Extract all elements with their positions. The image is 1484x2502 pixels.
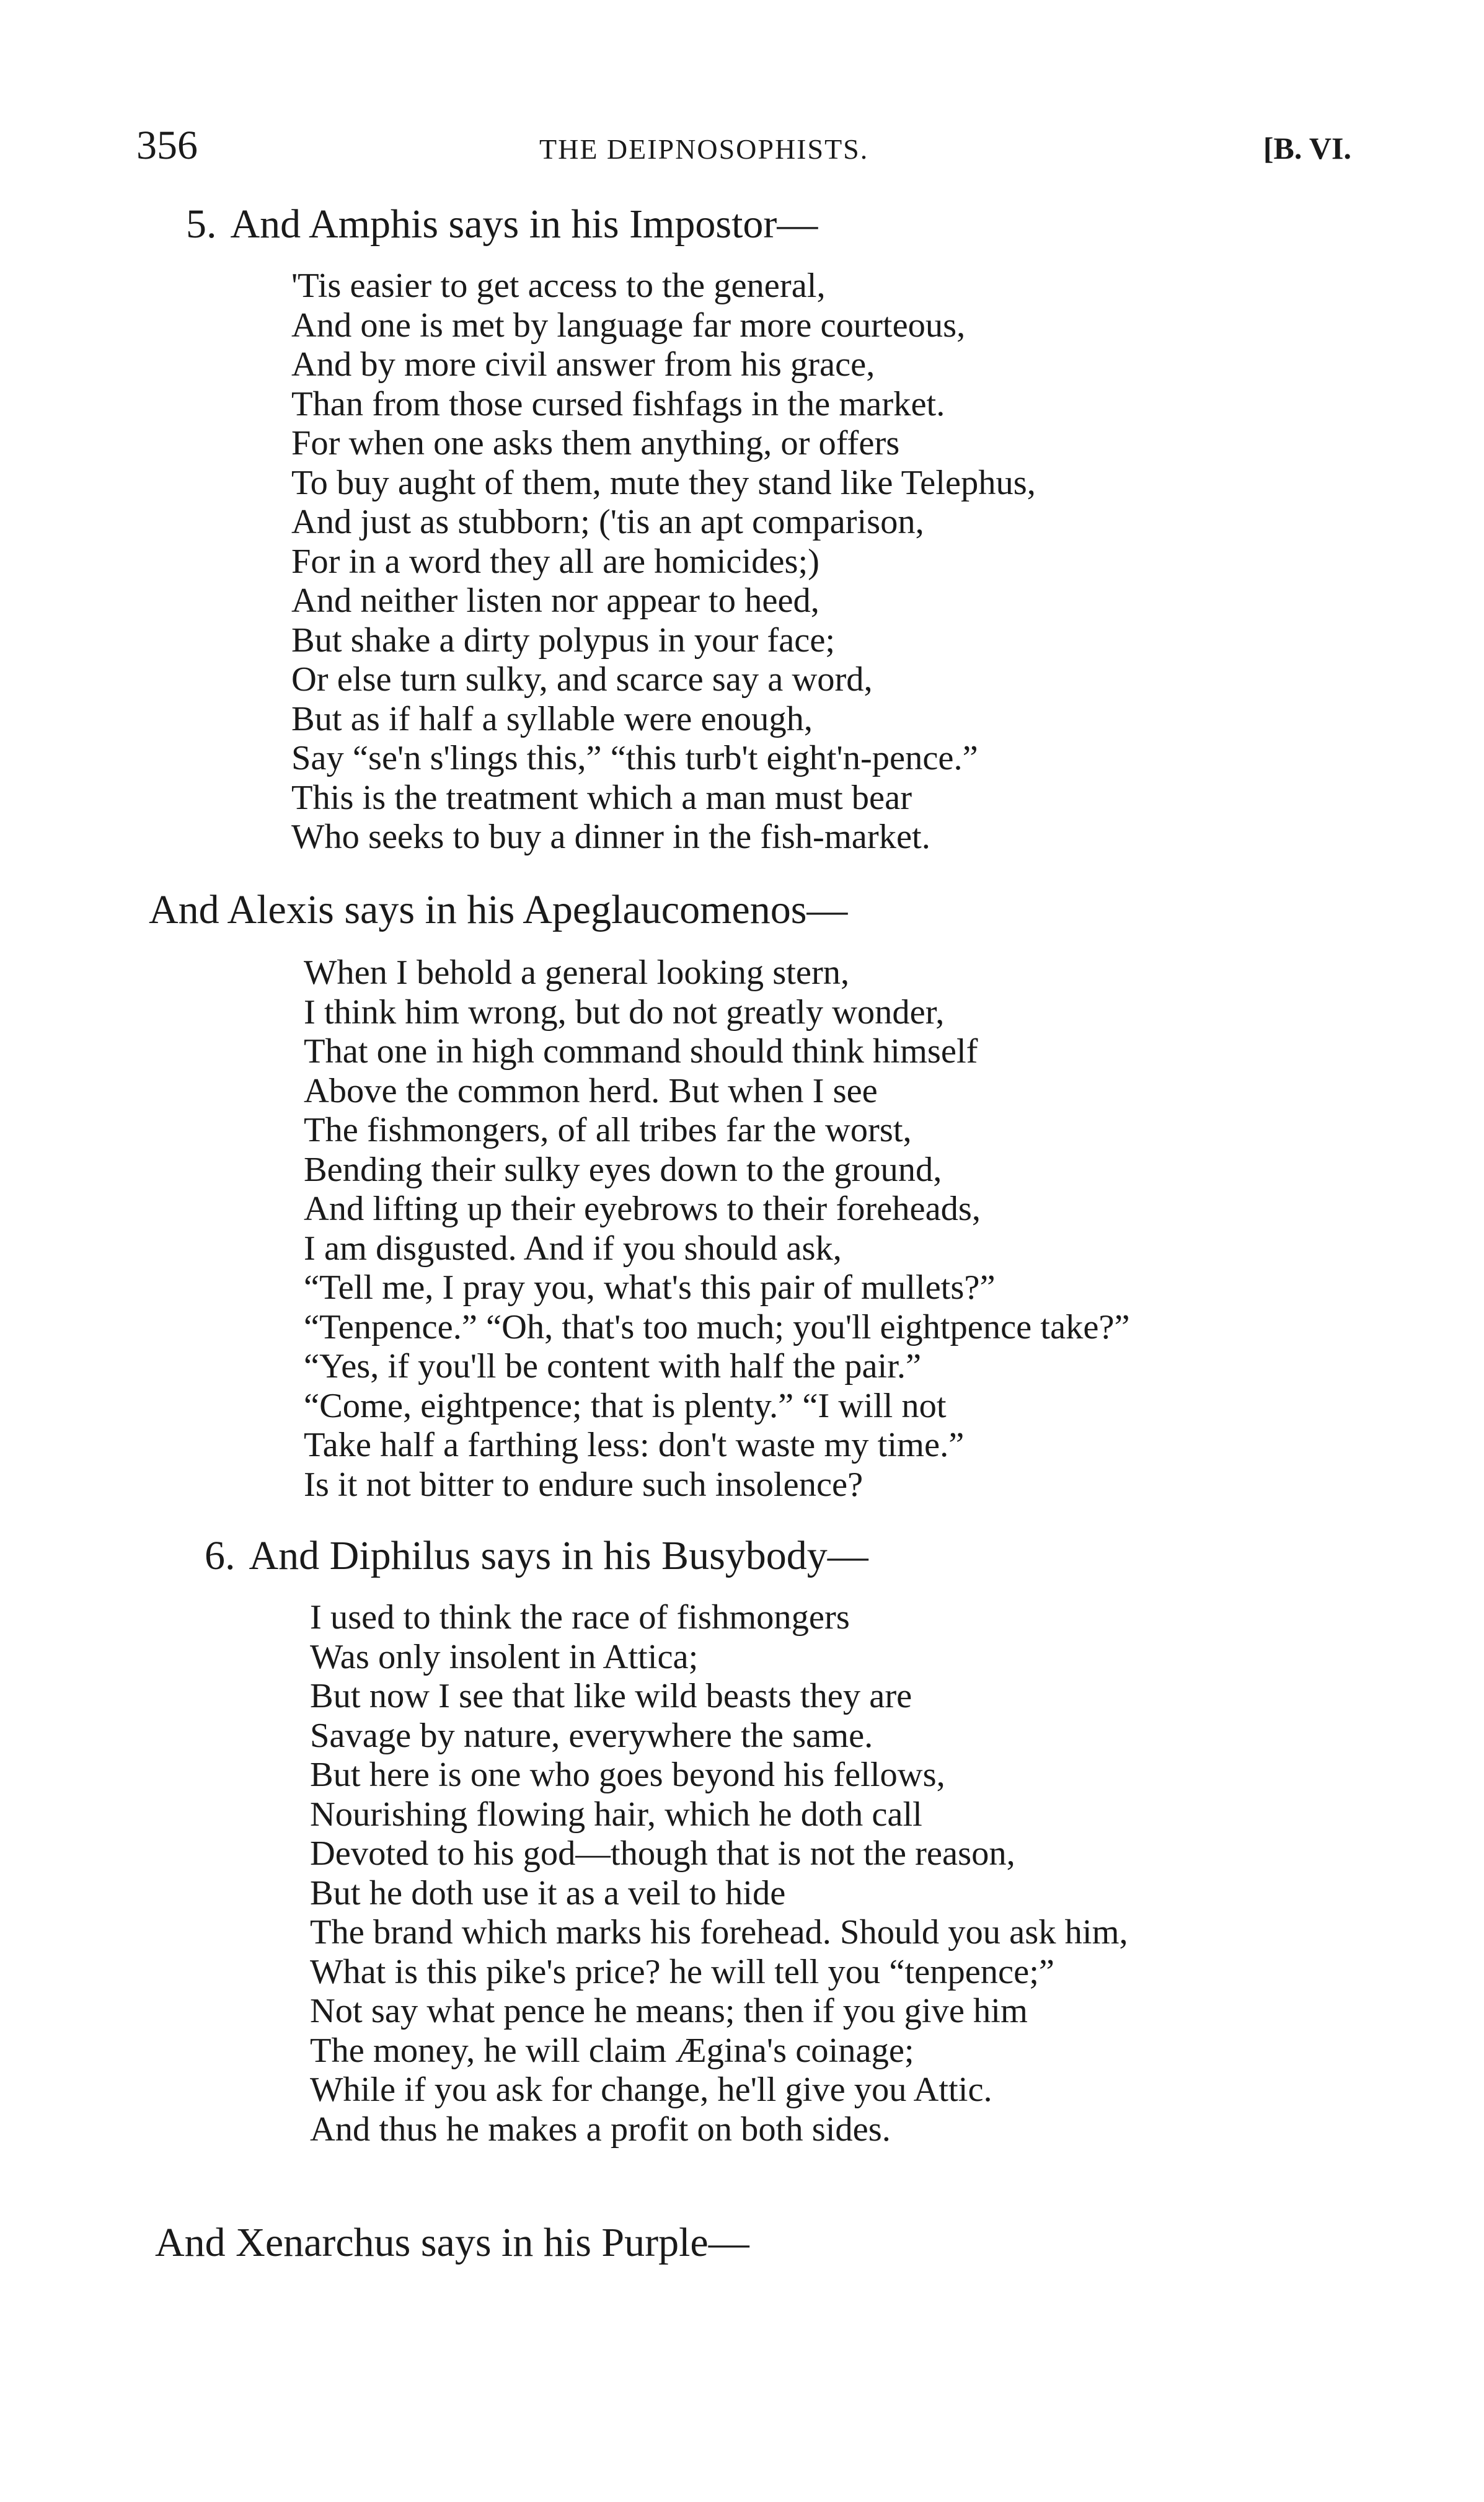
verse-line: Nourishing flowing hair, which he doth call <box>310 1795 922 1834</box>
verse-line: What is this pike's price? he will tell you “tenpence;” <box>310 1952 1054 1991</box>
section-intro-text: And Xenarchus says in his Purple— <box>155 2220 749 2265</box>
verse-line: Was only insolent in Attica; <box>310 1637 699 1676</box>
verse-line: Who seeks to buy a dinner in the fish-market. <box>291 818 930 856</box>
verse-line: Above the common herd. But when I see <box>304 1071 878 1110</box>
verse-line: Say “se'n s'lings this,” “this turb't eight'n-pence.” <box>291 739 978 777</box>
verse-line: I used to think the race of fishmongers <box>310 1598 850 1637</box>
verse-line: When I behold a general looking stern, <box>304 953 850 992</box>
verse-line: But as if half a syllable were enough, <box>291 699 813 738</box>
verse-line: 'Tis easier to get access to the general, <box>291 267 826 305</box>
verse-line: But shake a dirty polypus in your face; <box>291 621 836 660</box>
section-intro-text: And Alexis says in his Apeglaucomenos— <box>149 887 848 932</box>
verse-line: And by more civil answer from his grace, <box>291 345 875 384</box>
verse-line: This is the treatment which a man must bear <box>291 778 912 817</box>
verse-line: Not say what pence he means; then if you give him <box>310 1992 1028 2030</box>
verse-line: Bending their sulky eyes down to the ground, <box>304 1150 942 1189</box>
verse-line: For when one asks them anything, or offers <box>291 424 900 462</box>
section-intro-text: And Amphis says in his Impostor— <box>230 201 818 247</box>
verse-line: Or else turn sulky, and scarce say a word, <box>291 660 873 699</box>
section-intro <box>149 885 847 935</box>
verse-line: To buy aught of them, mute they stand like Telephus, <box>291 463 1036 502</box>
book-reference: [B. VI. <box>1263 131 1351 166</box>
page-number: 356 <box>136 123 198 168</box>
verse-line: I am disgusted. And if you should ask, <box>304 1229 842 1268</box>
section-intro <box>205 1531 868 1581</box>
verse-line: For in a word they all are homicides;) <box>291 542 819 581</box>
verse-line: And one is met by language far more courteous, <box>291 306 966 345</box>
verse-line: And thus he makes a profit on both sides. <box>310 2110 891 2149</box>
verse-line: That one in high command should think himself <box>304 1032 978 1071</box>
verse-line: I think him wrong, but do not greatly wonder, <box>304 992 945 1032</box>
verse-line: The fishmongers, of all tribes far the worst, <box>304 1111 912 1149</box>
verse-line: Devoted to his god—though that is not the reason, <box>310 1834 1015 1873</box>
verse-line: The money, he will claim Ægina's coinage; <box>310 2031 914 2070</box>
section-number: 6. <box>205 1533 236 1578</box>
verse-line: Than from those cursed fishfags in the market. <box>291 384 945 423</box>
verse-line: And lifting up their eyebrows to their foreheads, <box>304 1190 981 1228</box>
section-number: 5. <box>186 201 217 247</box>
verse-line: But now I see that like wild beasts they are <box>310 1677 912 1715</box>
verse-line: While if you ask for change, he'll give you Attic. <box>310 2071 992 2109</box>
verse-line: “Come, eightpence; that is plenty.” “I will not <box>304 1386 947 1425</box>
section-intro-text: And Diphilus says in his Busybody— <box>249 1533 868 1578</box>
running-title: THE DEIPNOSOPHISTS. <box>539 133 869 165</box>
section-intro <box>155 2218 749 2268</box>
verse-line: But here is one who goes beyond his fellows, <box>310 1756 945 1794</box>
verse-block <box>291 267 1036 857</box>
verse-line: Is it not bitter to endure such insolence? <box>304 1465 863 1504</box>
verse-line: And just as stubborn; ('tis an apt comparison, <box>291 503 924 541</box>
verse-line: “Yes, if you'll be content with half the pair.” <box>304 1347 922 1386</box>
verse-line: The brand which marks his forehead. Should you ask him, <box>310 1913 1128 1952</box>
verse-line: Savage by nature, everywhere the same. <box>310 1716 873 1755</box>
verse-block <box>310 1598 1128 2149</box>
verse-block <box>304 953 1130 1505</box>
verse-line: “Tell me, I pray you, what's this pair of mullets?” <box>304 1268 996 1307</box>
verse-line: Take half a farthing less: don't waste my time.” <box>304 1426 965 1464</box>
verse-line: But he doth use it as a veil to hide <box>310 1873 786 1912</box>
verse-line: “Tenpence.” “Oh, that's too much; you'll eightpence take?” <box>304 1307 1130 1346</box>
section-intro <box>186 200 818 249</box>
page-header <box>136 121 1351 170</box>
verse-line: And neither listen nor appear to heed, <box>291 581 819 620</box>
